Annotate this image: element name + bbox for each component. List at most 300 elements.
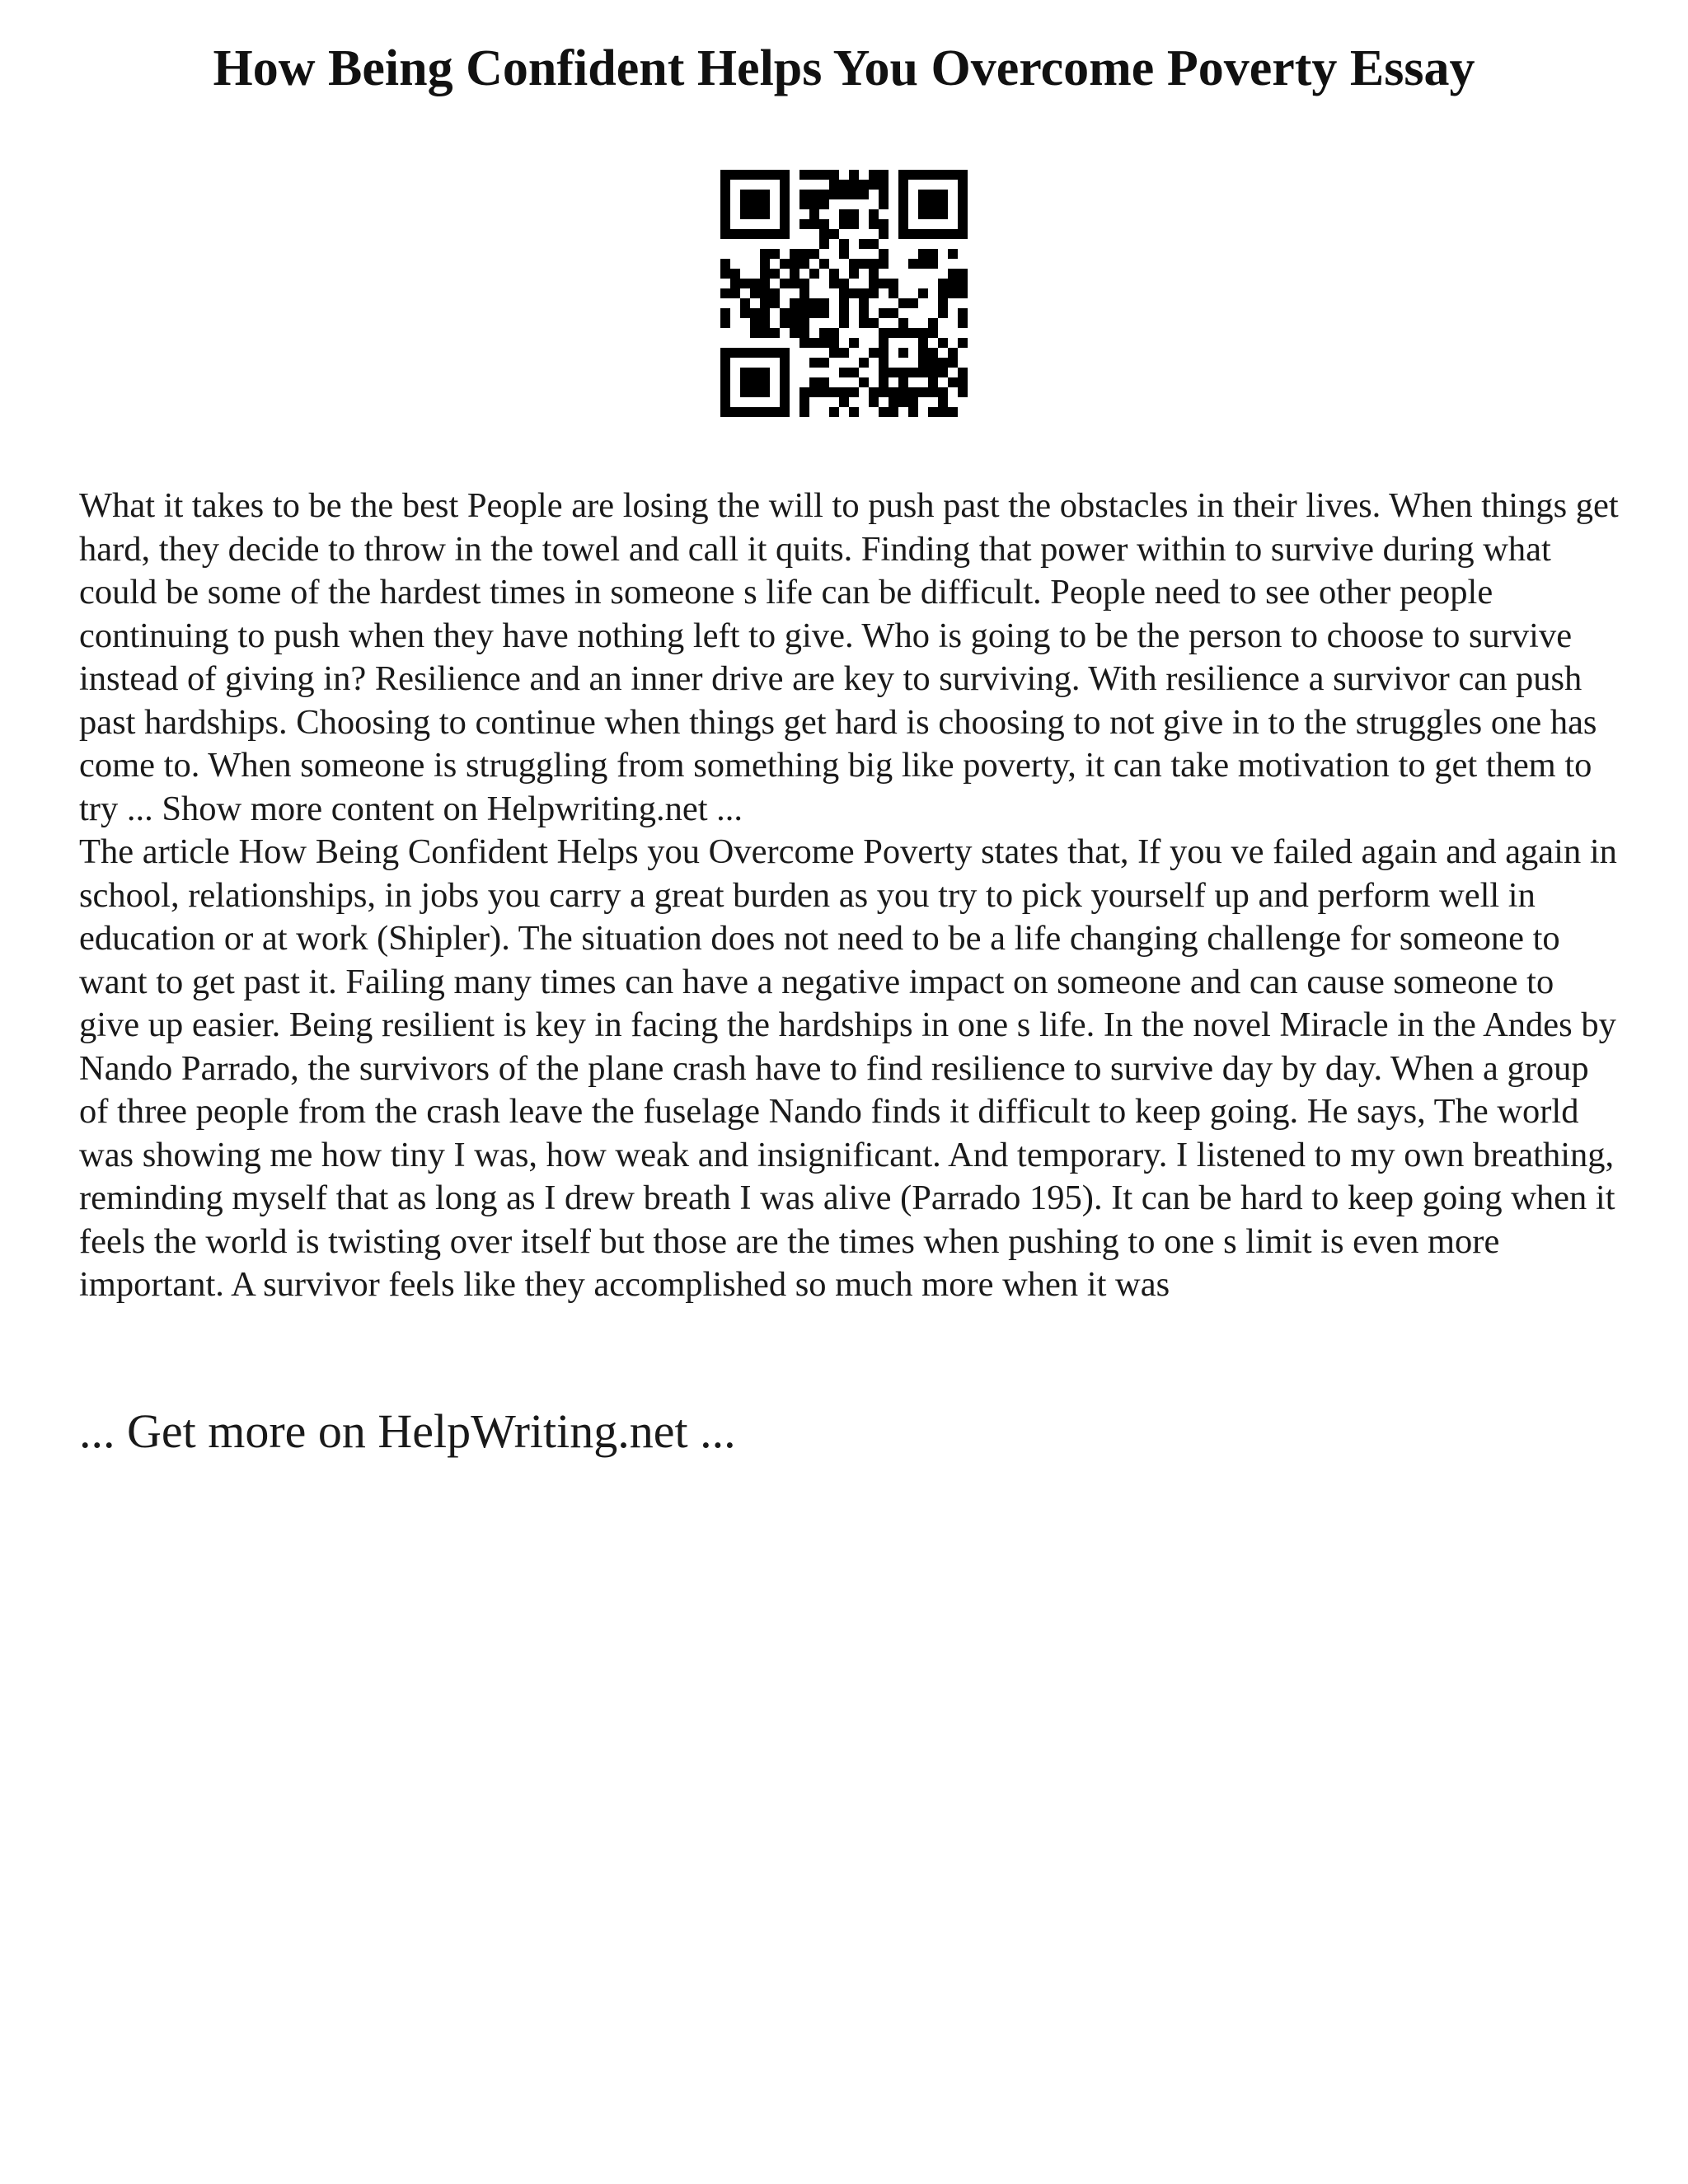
qr-module xyxy=(928,348,938,358)
essay-paragraph-2: The article How Being Confident Helps you Overcome Poverty states that, If you ve failed again and again in school, relationships, in jobs you carry a great burden as you try to pick yourself up and perform well in education or at work (Shipler). The situation does not need to be a life changing challenge for someone to want to get past it. Failing many times can have a negative impact on someone and can cause someone to give up easier. Being resilient is key in facing the hardships in one s life. In the novel Miracle in the Andes by Nando Parrado, the survivors of the plane crash have to find resilience to survive day by day. When a group of three people from the crash leave the fuselage Nando finds it difficult to keep going. He says, The world was showing me how tiny I was, how weak and insignificant. And temporary. I listened to my own breathing, reminding myself that as long as I drew breath I was alive (Parrado 195). It can be hard to keep going when it feels the world is twisting over itself but those are the times when pushing to one s limit is even more important. A survivor feels like they accomplished so much more when it was xyxy=(79,832,1617,1304)
qr-module xyxy=(809,338,819,348)
qr-module xyxy=(839,219,849,229)
qr-module xyxy=(780,308,790,318)
qr-module xyxy=(849,288,859,298)
qr-module xyxy=(819,308,829,318)
qr-module xyxy=(819,219,829,229)
qr-module xyxy=(948,269,958,279)
qr-module xyxy=(869,180,879,190)
qr-module xyxy=(780,180,790,190)
qr-module xyxy=(750,229,760,239)
qr-module xyxy=(849,338,859,348)
qr-module xyxy=(780,377,790,387)
qr-module xyxy=(849,387,859,397)
qr-module xyxy=(849,269,859,279)
qr-module xyxy=(829,229,839,239)
qr-module xyxy=(839,288,849,298)
qr-module xyxy=(720,170,730,180)
qr-module xyxy=(760,170,770,180)
qr-module xyxy=(780,229,790,239)
qr-module xyxy=(958,279,968,288)
qr-module xyxy=(760,269,770,279)
qr-module xyxy=(780,170,790,180)
qr-module xyxy=(740,368,750,377)
qr-module xyxy=(948,249,958,259)
qr-module xyxy=(938,397,948,407)
qr-module xyxy=(849,259,859,269)
qr-module xyxy=(889,397,898,407)
qr-module xyxy=(958,308,968,318)
qr-module xyxy=(780,407,790,417)
qr-module xyxy=(918,209,928,219)
qr-module xyxy=(720,407,730,417)
qr-module xyxy=(879,308,889,318)
qr-module xyxy=(879,219,889,229)
qr-module xyxy=(790,249,799,259)
qr-module xyxy=(918,387,928,397)
qr-module xyxy=(898,348,908,358)
qr-module xyxy=(720,318,730,328)
qr-module xyxy=(879,348,889,358)
qr-module xyxy=(898,229,908,239)
qr-module xyxy=(799,259,809,269)
qr-module xyxy=(799,318,809,328)
qr-module xyxy=(720,358,730,368)
qr-module xyxy=(809,249,819,259)
qr-module xyxy=(829,328,839,338)
qr-module xyxy=(809,298,819,308)
qr-module xyxy=(879,259,889,269)
qr-module xyxy=(750,377,760,387)
qr-module xyxy=(859,180,869,190)
qr-module xyxy=(760,229,770,239)
qr-module xyxy=(760,348,770,358)
qr-module xyxy=(908,368,918,377)
qr-code-icon xyxy=(720,170,968,417)
qr-module xyxy=(908,407,918,417)
qr-module xyxy=(889,387,898,397)
qr-module xyxy=(799,279,809,288)
qr-module xyxy=(958,288,968,298)
qr-module xyxy=(839,279,849,288)
qr-module xyxy=(780,358,790,368)
qr-module xyxy=(829,407,839,417)
qr-module xyxy=(780,199,790,209)
qr-module xyxy=(839,249,849,259)
qr-module xyxy=(760,387,770,397)
qr-module xyxy=(898,199,908,209)
qr-module xyxy=(948,377,958,387)
qr-module xyxy=(898,368,908,377)
qr-module xyxy=(908,387,918,397)
qr-module xyxy=(799,387,809,397)
qr-module xyxy=(869,318,879,328)
qr-module xyxy=(730,170,740,180)
qr-module xyxy=(760,190,770,199)
qr-module xyxy=(720,229,730,239)
qr-module xyxy=(869,288,879,298)
qr-module xyxy=(819,387,829,397)
qr-module xyxy=(730,348,740,358)
qr-module xyxy=(839,180,849,190)
qr-module xyxy=(869,219,879,229)
qr-module xyxy=(938,279,948,288)
qr-module xyxy=(908,259,918,269)
qr-module xyxy=(780,279,790,288)
qr-module xyxy=(918,348,928,358)
qr-module xyxy=(928,318,938,328)
qr-module xyxy=(879,407,889,417)
qr-module xyxy=(938,190,948,199)
qr-module xyxy=(938,308,948,318)
qr-module xyxy=(809,358,819,368)
qr-module xyxy=(938,170,948,180)
qr-module xyxy=(799,298,809,308)
get-more-link[interactable]: ... Get more on HelpWriting.net ... xyxy=(79,1404,736,1458)
qr-module xyxy=(750,190,760,199)
qr-module xyxy=(898,298,908,308)
qr-module xyxy=(720,219,730,229)
qr-module xyxy=(819,190,829,199)
qr-module xyxy=(720,269,730,279)
qr-module xyxy=(958,368,968,377)
qr-module xyxy=(770,328,780,338)
qr-module xyxy=(829,269,839,279)
qr-module xyxy=(740,407,750,417)
qr-module xyxy=(938,368,948,377)
qr-module xyxy=(819,239,829,249)
qr-module xyxy=(958,229,968,239)
qr-module xyxy=(898,219,908,229)
qr-module xyxy=(948,229,958,239)
qr-module xyxy=(770,170,780,180)
qr-module xyxy=(760,308,770,318)
qr-module xyxy=(760,318,770,328)
qr-module xyxy=(938,288,948,298)
qr-module xyxy=(908,397,918,407)
qr-module xyxy=(948,407,958,417)
qr-module xyxy=(750,288,760,298)
qr-module xyxy=(869,269,879,279)
qr-module xyxy=(869,348,879,358)
qr-module xyxy=(898,318,908,328)
qr-module xyxy=(799,249,809,259)
qr-module xyxy=(750,199,760,209)
qr-module xyxy=(720,199,730,209)
qr-module xyxy=(839,368,849,377)
qr-module xyxy=(869,170,879,180)
qr-module xyxy=(948,358,958,368)
qr-module xyxy=(720,348,730,358)
qr-module xyxy=(879,377,889,387)
qr-module xyxy=(898,328,908,338)
qr-module xyxy=(799,308,809,318)
qr-module xyxy=(740,170,750,180)
qr-module xyxy=(958,190,968,199)
qr-module xyxy=(760,249,770,259)
qr-module xyxy=(750,387,760,397)
qr-module xyxy=(908,170,918,180)
qr-module xyxy=(859,190,869,199)
qr-module xyxy=(928,259,938,269)
qr-module xyxy=(760,298,770,308)
qr-module xyxy=(958,170,968,180)
qr-module xyxy=(750,308,760,318)
qr-module xyxy=(760,328,770,338)
qr-module xyxy=(829,387,839,397)
qr-module xyxy=(819,358,829,368)
qr-module xyxy=(720,397,730,407)
qr-module xyxy=(730,229,740,239)
qr-module xyxy=(958,338,968,348)
qr-module xyxy=(770,249,780,259)
qr-module xyxy=(839,239,849,249)
qr-module xyxy=(790,308,799,318)
qr-module xyxy=(750,279,760,288)
essay-body xyxy=(79,485,1620,1307)
qr-module xyxy=(918,199,928,209)
qr-module xyxy=(770,229,780,239)
qr-module xyxy=(928,387,938,397)
qr-module xyxy=(819,229,829,239)
qr-module xyxy=(928,407,938,417)
qr-module xyxy=(809,209,819,219)
qr-module xyxy=(859,288,869,298)
qr-module xyxy=(750,328,760,338)
qr-module xyxy=(948,170,958,180)
qr-module xyxy=(898,397,908,407)
qr-module xyxy=(809,269,819,279)
qr-module xyxy=(780,219,790,229)
qr-module xyxy=(809,308,819,318)
qr-module xyxy=(790,269,799,279)
qr-module xyxy=(740,279,750,288)
qr-module xyxy=(790,318,799,328)
qr-module xyxy=(750,348,760,358)
qr-module xyxy=(938,209,948,219)
qr-module xyxy=(760,377,770,387)
qr-module xyxy=(879,279,889,288)
qr-module xyxy=(938,407,948,417)
qr-module xyxy=(849,209,859,219)
qr-module xyxy=(770,407,780,417)
qr-module xyxy=(799,190,809,199)
qr-module xyxy=(780,348,790,358)
qr-module xyxy=(819,377,829,387)
qr-module xyxy=(770,298,780,308)
qr-module xyxy=(839,190,849,199)
qr-module xyxy=(898,209,908,219)
qr-module xyxy=(898,377,908,387)
qr-module xyxy=(898,170,908,180)
qr-module xyxy=(938,387,948,397)
qr-module xyxy=(928,199,938,209)
qr-module xyxy=(928,190,938,199)
qr-module xyxy=(839,387,849,397)
qr-module xyxy=(809,387,819,397)
qr-module xyxy=(918,190,928,199)
qr-module xyxy=(780,318,790,328)
qr-module xyxy=(720,288,730,298)
qr-module xyxy=(889,407,898,417)
qr-module xyxy=(879,170,889,180)
qr-module xyxy=(849,407,859,417)
qr-module xyxy=(740,298,750,308)
qr-module xyxy=(720,368,730,377)
qr-module xyxy=(790,279,799,288)
qr-module xyxy=(859,298,869,308)
qr-module xyxy=(829,348,839,358)
qr-module xyxy=(829,279,839,288)
qr-module xyxy=(918,259,928,269)
qr-module xyxy=(790,259,799,269)
qr-module xyxy=(948,279,958,288)
qr-module xyxy=(720,308,730,318)
qr-module xyxy=(829,180,839,190)
qr-module xyxy=(869,279,879,288)
qr-module xyxy=(938,338,948,348)
qr-module xyxy=(760,279,770,288)
qr-module xyxy=(918,358,928,368)
qr-module xyxy=(780,368,790,377)
qr-module xyxy=(889,328,898,338)
qr-module xyxy=(799,170,809,180)
qr-module xyxy=(898,180,908,190)
qr-module xyxy=(958,219,968,229)
qr-module xyxy=(928,209,938,219)
qr-module xyxy=(740,209,750,219)
qr-module xyxy=(750,368,760,377)
qr-module xyxy=(849,219,859,229)
qr-module xyxy=(720,387,730,397)
qr-module xyxy=(740,387,750,397)
qr-module xyxy=(770,348,780,358)
qr-module xyxy=(809,199,819,209)
qr-module xyxy=(720,209,730,219)
qr-module xyxy=(918,328,928,338)
qr-module xyxy=(879,180,889,190)
qr-module xyxy=(799,199,809,209)
qr-module xyxy=(849,190,859,199)
qr-module xyxy=(928,328,938,338)
page-title: How Being Confident Helps You Overcome Poverty Essay xyxy=(213,40,1475,96)
qr-module xyxy=(859,358,869,368)
qr-module xyxy=(809,170,819,180)
qr-module xyxy=(908,229,918,239)
qr-module xyxy=(760,199,770,209)
qr-module xyxy=(720,190,730,199)
qr-module xyxy=(869,387,879,397)
qr-module xyxy=(760,368,770,377)
qr-module xyxy=(958,377,968,387)
qr-module xyxy=(799,288,809,298)
qr-module xyxy=(859,377,869,387)
qr-module xyxy=(849,180,859,190)
qr-module xyxy=(799,338,809,348)
qr-module xyxy=(809,219,819,229)
qr-module xyxy=(918,249,928,259)
qr-module xyxy=(879,338,889,348)
qr-module xyxy=(938,199,948,209)
qr-module xyxy=(958,269,968,279)
qr-module xyxy=(918,229,928,239)
qr-module xyxy=(829,170,839,180)
qr-module xyxy=(720,377,730,387)
qr-module xyxy=(730,407,740,417)
qr-module xyxy=(819,170,829,180)
qr-module xyxy=(938,298,948,308)
qr-module xyxy=(928,368,938,377)
qr-module xyxy=(790,328,799,338)
qr-module xyxy=(928,229,938,239)
qr-module xyxy=(869,259,879,269)
qr-module xyxy=(948,288,958,298)
qr-module xyxy=(780,190,790,199)
qr-module xyxy=(879,368,889,377)
qr-module xyxy=(819,338,829,348)
qr-module xyxy=(750,209,760,219)
qr-code-graphic xyxy=(720,170,968,417)
qr-module xyxy=(839,318,849,328)
qr-module xyxy=(889,279,898,288)
qr-module xyxy=(928,249,938,259)
qr-module xyxy=(740,348,750,358)
qr-module xyxy=(898,190,908,199)
qr-module xyxy=(750,407,760,417)
qr-module xyxy=(869,397,879,407)
qr-module xyxy=(938,229,948,239)
qr-module xyxy=(740,229,750,239)
qr-module xyxy=(799,397,809,407)
qr-module xyxy=(740,190,750,199)
qr-module xyxy=(859,318,869,328)
qr-module xyxy=(740,199,750,209)
qr-module xyxy=(928,377,938,387)
qr-module xyxy=(829,338,839,348)
qr-module xyxy=(958,180,968,190)
qr-module xyxy=(938,358,948,368)
qr-module xyxy=(879,358,889,368)
qr-module xyxy=(730,288,740,298)
qr-module xyxy=(730,279,740,288)
qr-module xyxy=(819,199,829,209)
qr-module xyxy=(928,358,938,368)
qr-module xyxy=(958,199,968,209)
qr-module xyxy=(819,259,829,269)
qr-module xyxy=(809,377,819,387)
qr-module xyxy=(879,387,889,397)
qr-module xyxy=(780,387,790,397)
qr-module xyxy=(780,259,790,269)
qr-module xyxy=(760,259,770,269)
qr-module xyxy=(819,328,829,338)
qr-module xyxy=(958,209,968,219)
qr-module xyxy=(780,209,790,219)
qr-module xyxy=(849,170,859,180)
qr-module xyxy=(869,239,879,249)
qr-module xyxy=(720,180,730,190)
qr-module xyxy=(770,269,780,279)
qr-module xyxy=(918,338,928,348)
qr-module xyxy=(928,170,938,180)
qr-module xyxy=(879,328,889,338)
qr-module xyxy=(839,308,849,318)
qr-module xyxy=(799,328,809,338)
qr-module xyxy=(889,308,898,318)
qr-module xyxy=(760,209,770,219)
qr-module xyxy=(839,298,849,308)
qr-module xyxy=(730,269,740,279)
